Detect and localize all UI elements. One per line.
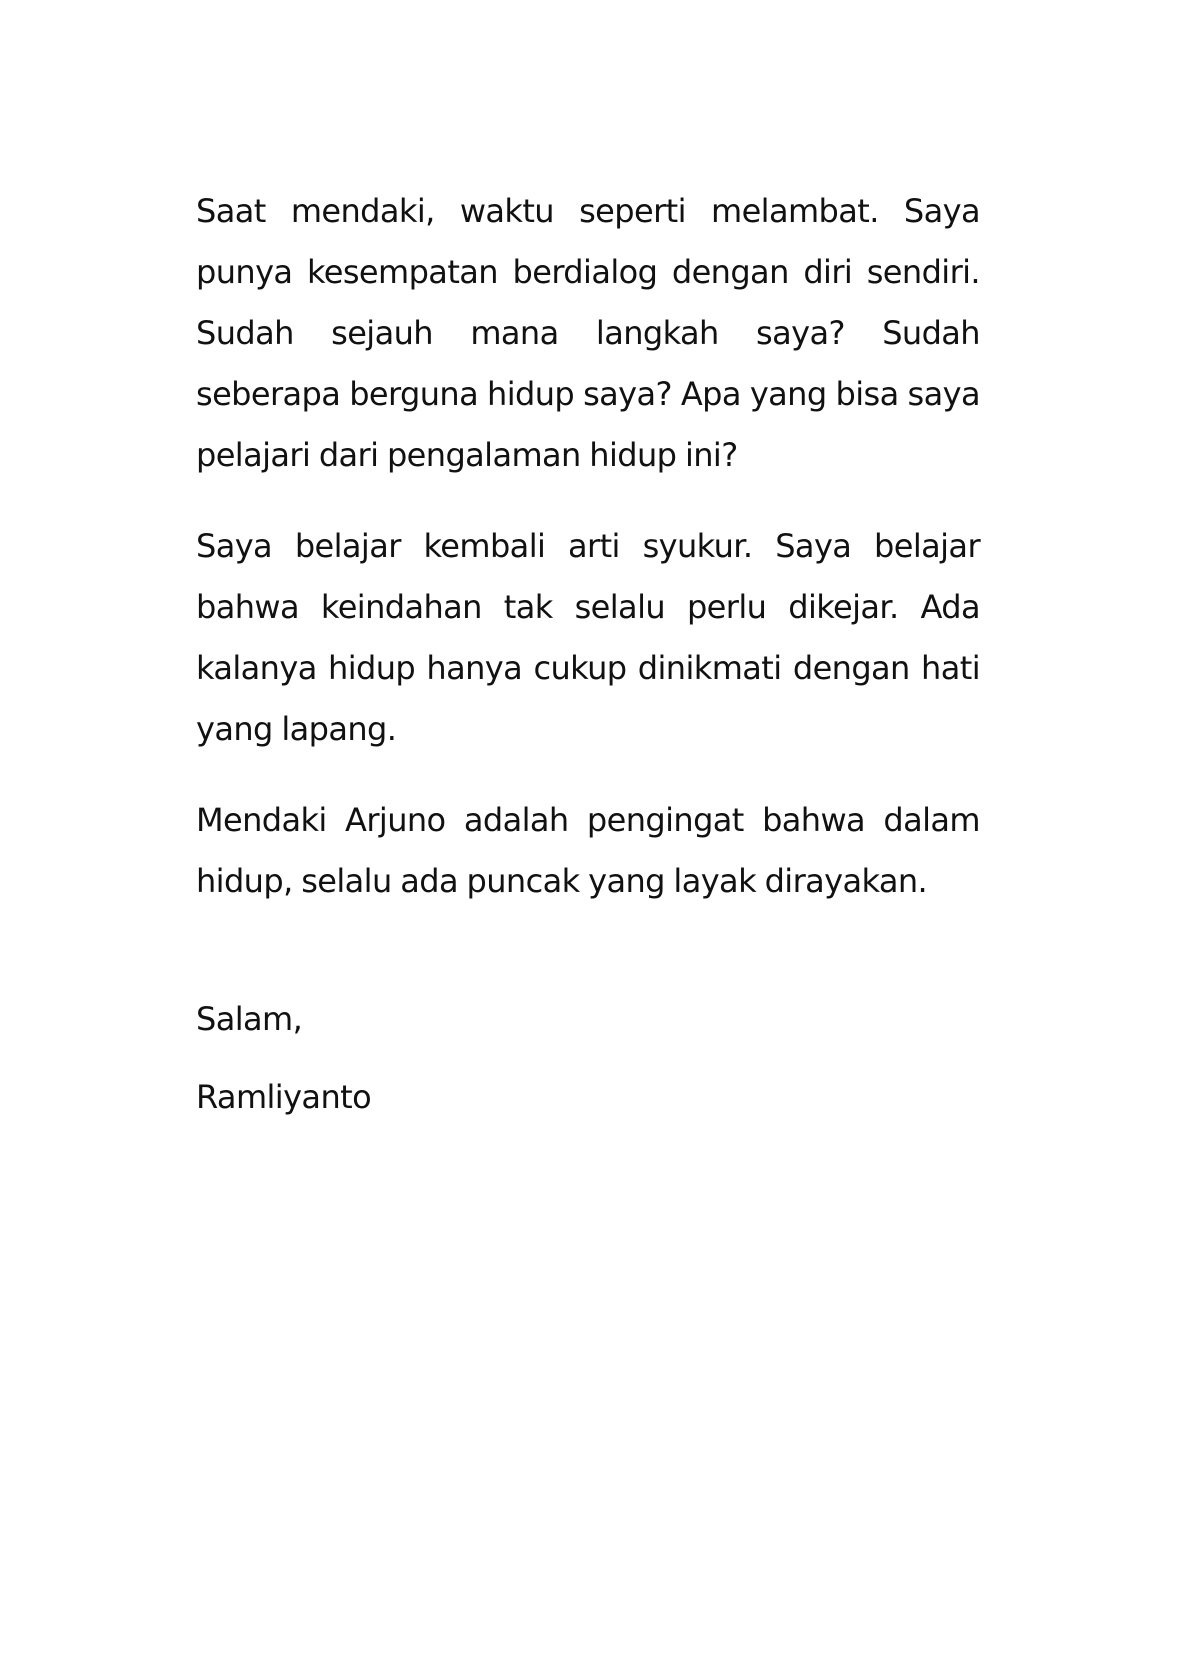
author-name: Ramliyanto (196, 1078, 372, 1116)
paragraph-arjuno: Mendaki Arjuno adalah pengingat bahwa dalam hidup, selalu ada puncak yang layak dirayakan. (196, 801, 980, 900)
paragraph-reflection: Saat mendaki, waktu seperti melambat. Saya punya kesempatan berdialog dengan diri sendiri. Sudah sejauh mana langkah saya? Sudah seberapa berguna hidup saya? Apa yang bisa saya pelajari dari pengalaman hidup ini? (196, 192, 980, 474)
signature-block (196, 989, 371, 1128)
letter-body (196, 181, 980, 912)
paragraph-gratitude: Saya belajar kembali arti syukur. Saya belajar bahwa keindahan tak selalu perlu dikejar. Ada kalanya hidup hanya cukup dinikmati dengan hati yang lapang. (196, 527, 980, 748)
closing-salutation: Salam, (196, 1000, 303, 1038)
